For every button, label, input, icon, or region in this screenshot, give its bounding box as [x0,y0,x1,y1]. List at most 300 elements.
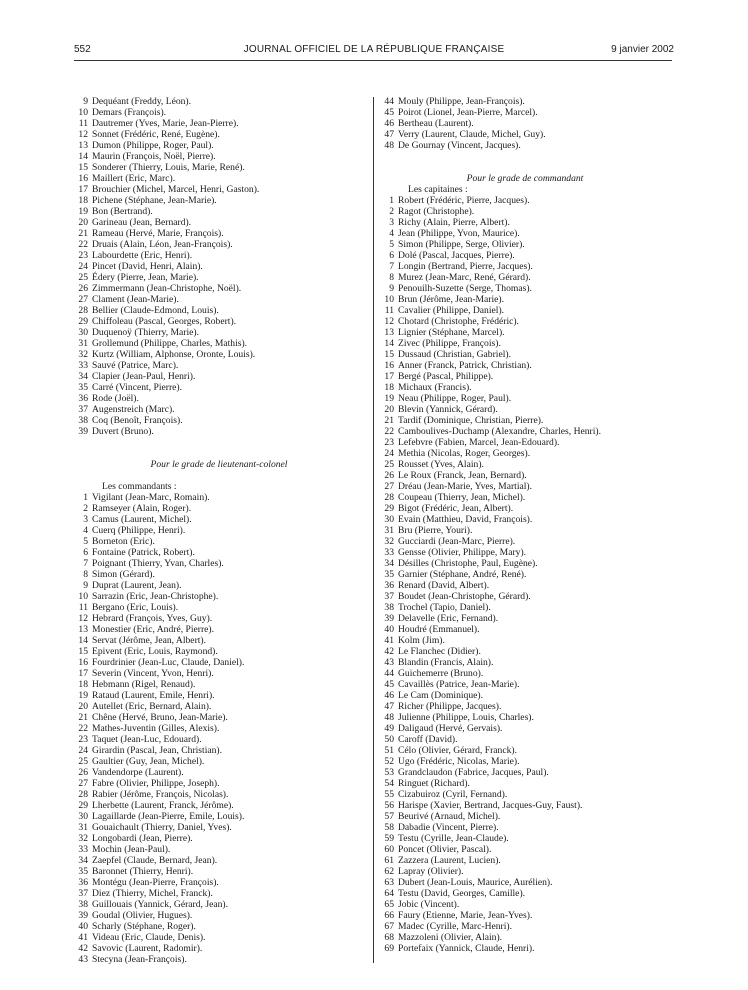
list-item [380,932,670,943]
item-number: 21 [384,415,394,426]
list-item [74,195,364,206]
list-item [74,129,364,140]
item-number: 37 [384,591,394,602]
list-item [74,272,364,283]
item-name: Michaux (Francis). [398,382,472,393]
list-item [380,833,670,844]
list-item [380,206,670,217]
list-item [74,822,364,833]
list-item [380,734,670,745]
item-name: Gaultier (Guy, Jean, Michel). [92,756,205,767]
list-item [74,668,364,679]
list-item [380,96,670,107]
item-name: Daligaud (Hervé, Gervais). [398,723,503,734]
list-item [380,756,670,767]
item-name: Longobardi (Jean, Pierre). [92,833,193,844]
item-name: Maillert (Eric, Marc). [92,173,176,184]
item-name: Cavalier (Philippe, Daniel). [398,305,505,316]
item-name: Evain (Matthieu, David, François). [398,514,533,525]
item-number: 45 [384,679,394,690]
journal-title: JOURNAL OFFICIEL DE LA RÉPUBLIQUE FRANÇAISE [243,44,505,55]
item-name: Chiffoleau (Pascal, Georges, Robert). [92,316,237,327]
item-name: Lagaillarde (Jean-Pierre, Emile, Louis). [92,811,245,822]
item-number: 11 [78,118,88,129]
item-number: 11 [78,602,88,613]
list-item [380,888,670,899]
item-number: 36 [78,877,88,888]
item-number: 35 [78,866,88,877]
item-number: 42 [384,646,394,657]
item-number: 9 [389,283,394,294]
item-name: Coq (Benoît, François). [92,415,183,426]
item-number: 36 [384,580,394,591]
list-item [380,536,670,547]
item-name: Guillouais (Yannick, Gérard, Jean). [92,899,228,910]
item-name: Duprat (Laurent, Jean). [92,580,182,591]
item-number: 4 [83,525,88,536]
list-item [74,569,364,580]
list-item [74,811,364,822]
list-item [74,833,364,844]
item-name: Verry (Laurent, Claude, Michel, Guy). [398,129,546,140]
item-number: 26 [78,767,88,778]
list-item [380,800,670,811]
list-item [74,690,364,701]
list-item [74,789,364,800]
item-number: 57 [384,811,394,822]
item-number: 47 [384,701,394,712]
list-item [74,910,364,921]
item-number: 53 [384,767,394,778]
item-name: Dumon (Philippe, Roger, Paul). [92,140,214,151]
item-number: 33 [384,547,394,558]
item-number: 29 [384,503,394,514]
list-item [380,316,670,327]
list-item [380,767,670,778]
item-name: Bergé (Pascal, Philippe). [398,371,494,382]
item-number: 38 [78,415,88,426]
item-number: 46 [384,118,394,129]
item-number: 9 [83,96,88,107]
list-item [74,426,364,437]
list-item [380,811,670,822]
list-item [74,591,364,602]
item-name: Garineau (Jean, Bernard). [92,217,192,228]
list-item [74,371,364,382]
page-header [0,44,748,58]
item-number: 41 [384,635,394,646]
item-number: 34 [78,371,88,382]
item-name: Grollemund (Philippe, Charles, Mathis). [92,338,248,349]
item-number: 43 [78,954,88,965]
item-name: Zivec (Philippe, François). [398,338,501,349]
item-number: 41 [78,932,88,943]
item-number: 23 [78,250,88,261]
item-number: 59 [384,833,394,844]
item-number: 32 [384,536,394,547]
item-number: 51 [384,745,394,756]
list-item [74,118,364,129]
list-item [380,426,670,437]
item-number: 13 [78,624,88,635]
item-number: 6 [389,250,394,261]
list-item [74,932,364,943]
item-number: 24 [78,261,88,272]
item-number: 18 [78,679,88,690]
list-item [74,635,364,646]
list-item [380,118,670,129]
item-number: 45 [384,107,394,118]
item-name: Guichemerre (Bruno). [398,668,484,679]
item-number: 9 [83,580,88,591]
item-number: 48 [384,712,394,723]
item-number: 18 [384,382,394,393]
item-number: 32 [78,833,88,844]
item-name: Penouilh-Suzette (Serge, Thomas). [398,283,532,294]
item-name: Clapier (Jean-Paul, Henri). [92,371,196,382]
list-item [74,602,364,613]
item-name: Sonderer (Thierry, Louis, Marie, René). [92,162,245,173]
item-name: Ugo (Frédéric, Nicolas, Marie). [398,756,520,767]
item-name: Brouchier (Michel, Marcel, Henri, Gaston). [92,184,260,195]
list-item [380,305,670,316]
list-item [74,283,364,294]
item-number: 28 [78,305,88,316]
list-continued [74,96,364,437]
item-number: 16 [384,360,394,371]
item-name: Tardif (Dominique, Christian, Pierre). [398,415,544,426]
item-name: Brun (Jérôme, Jean-Marie). [398,294,505,305]
page-number: 552 [74,44,91,55]
item-name: Cavaillès (Patrice, Jean-Marie). [398,679,520,690]
list-item [74,734,364,745]
item-name: Julienne (Philippe, Louis, Charles). [398,712,534,723]
item-number: 11 [384,305,394,316]
item-number: 40 [78,921,88,932]
item-name: Baronnet (Thierry, Henri). [92,866,194,877]
item-name: Lignier (Stéphane, Marcel). [398,327,505,338]
item-name: Stecyna (Jean-François). [92,954,187,965]
item-name: Édery (Pierre, Jean, Marie). [92,272,199,283]
item-name: Epivent (Eric, Louis, Raymond). [92,646,218,657]
list-continued [380,96,670,151]
item-number: 12 [384,316,394,327]
item-name: Ringuet (Richard). [398,778,470,789]
item-number: 28 [384,492,394,503]
item-name: Autellet (Eric, Bernard, Alain). [92,701,212,712]
list-item [380,943,670,954]
item-name: Robert (Frédéric, Pierre, Jacques). [398,195,530,206]
list-item [380,690,670,701]
list-item [380,602,670,613]
section-title: Pour le grade de lieutenant-colonel [150,459,288,470]
item-name: Fabre (Olivier, Philippe, Joseph). [92,778,220,789]
list-item [74,877,364,888]
item-name: Severin (Vincent, Yvon, Henri). [92,668,214,679]
item-number: 30 [78,811,88,822]
item-number: 7 [389,261,394,272]
item-name: Taquet (Jean-Luc, Edouard). [92,734,202,745]
item-name: Bergano (Eric, Louis). [92,602,179,613]
item-name: Zimmermann (Jean-Christophe, Noël). [92,283,242,294]
item-name: Chêne (Hervé, Bruno, Jean-Marie). [92,712,228,723]
item-name: Dolé (Pascal, Jacques, Pierre). [398,250,515,261]
item-name: Coupeau (Thierry, Jean, Michel). [398,492,526,503]
list-item [74,547,364,558]
item-name: Bru (Pierre, Youri). [398,525,473,536]
item-name: Blevin (Yannick, Gérard). [398,404,498,415]
list-item [74,140,364,151]
list-item [74,800,364,811]
item-name: Demars (François). [92,107,167,118]
section-list [380,195,670,954]
item-number: 35 [78,382,88,393]
item-number: 28 [78,789,88,800]
item-number: 40 [384,624,394,635]
item-number: 2 [83,503,88,514]
item-number: 35 [384,569,394,580]
item-number: 3 [83,514,88,525]
left-column [74,96,364,965]
item-number: 39 [78,910,88,921]
item-name: Longin (Bertrand, Pierre, Jacques). [398,261,533,272]
item-number: 10 [78,591,88,602]
list-item [380,558,670,569]
item-name: Boudet (Jean-Christophe, Gérard). [398,591,531,602]
item-name: Montégu (Jean-Pierre, François). [92,877,219,888]
list-item [74,844,364,855]
item-number: 27 [78,778,88,789]
item-name: Richy (Alain, Pierre, Albert). [398,217,510,228]
list-item [74,657,364,668]
item-name: Grandclaudon (Fabrice, Jacques, Paul). [398,767,549,778]
item-name: Vigilant (Jean-Marc, Romain). [92,492,210,503]
list-item [380,580,670,591]
item-name: Rabier (Jérôme, François, Nicolas). [92,789,229,800]
item-number: 68 [384,932,394,943]
list-item [380,569,670,580]
item-name: Gucciardi (Jean-Marc, Pierre). [398,536,516,547]
list-item [380,789,670,800]
item-name: Le Flanchec (Didier). [398,646,481,657]
item-number: 37 [78,404,88,415]
item-number: 34 [78,855,88,866]
item-name: Labourdette (Eric, Henri). [92,250,193,261]
list-item [380,668,670,679]
list-item [74,415,364,426]
list-item [380,591,670,602]
spacer [74,437,364,448]
list-item [74,525,364,536]
list-item [74,855,364,866]
list-item [380,459,670,470]
item-number: 26 [384,470,394,481]
item-name: Fontaine (Patrick, Robert). [92,547,195,558]
item-number: 15 [384,349,394,360]
item-number: 20 [384,404,394,415]
item-number: 14 [78,151,88,162]
item-name: Borneton (Eric). [92,536,155,547]
list-item [74,503,364,514]
list-item [74,954,364,965]
list-item [380,822,670,833]
item-name: Dautremer (Yves, Marie, Jean-Pierre). [92,118,239,129]
list-item [380,371,670,382]
list-item [74,536,364,547]
item-number: 29 [78,800,88,811]
spacer [380,162,670,173]
item-name: Carré (Vincent, Pierre). [92,382,182,393]
item-number: 10 [384,294,394,305]
list-item [74,558,364,569]
list-item [380,899,670,910]
item-name: Caroff (David). [398,734,458,745]
item-name: Bellier (Claude-Edmond, Louis). [92,305,219,316]
item-name: Lapray (Olivier). [398,866,464,877]
item-number: 2 [389,206,394,217]
list-item [380,701,670,712]
list-item [380,679,670,690]
item-number: 21 [78,228,88,239]
item-number: 61 [384,855,394,866]
item-number: 19 [384,393,394,404]
item-name: Delavelle (Eric, Fernand). [398,613,499,624]
item-name: Murez (Jean-Marc, René, Gérard). [398,272,531,283]
publication-date: 9 janvier 2002 [611,44,674,55]
item-name: Beurivé (Arnaud, Michel). [398,811,501,822]
item-name: Dubert (Jean-Louis, Maurice, Aurélien). [398,877,553,888]
item-name: Maurin (François, Noël, Pierre). [92,151,216,162]
list-item [74,701,364,712]
item-name: Dabadie (Vincent, Pierre). [398,822,499,833]
item-number: 46 [384,690,394,701]
list-item [380,778,670,789]
item-name: Duquenoÿ (Thierry, Marie). [92,327,200,338]
list-item [74,184,364,195]
item-number: 23 [384,437,394,448]
item-name: Girardin (Pascal, Jean, Christian). [92,745,223,756]
list-item [74,866,364,877]
list-item [74,217,364,228]
list-item [74,646,364,657]
item-number: 1 [83,492,88,503]
item-number: 34 [384,558,394,569]
section-list [74,492,364,965]
item-number: 63 [384,877,394,888]
item-name: Druais (Alain, Léon, Jean-François). [92,239,233,250]
list-item [380,866,670,877]
item-number: 14 [78,635,88,646]
item-number: 39 [384,613,394,624]
list-item [74,745,364,756]
item-number: 65 [384,899,394,910]
item-name: Chotard (Christophe, Frédéric). [398,316,519,327]
list-item [380,613,670,624]
list-item [380,140,670,151]
list-item [380,239,670,250]
item-number: 12 [78,613,88,624]
list-item [380,712,670,723]
item-name: Houdré (Emmanuel). [398,624,480,635]
item-name: Blandin (Francis, Alain). [398,657,494,668]
item-number: 37 [78,888,88,899]
list-item [380,349,670,360]
list-item [74,899,364,910]
item-name: Pincet (David, Henri, Alain). [92,261,203,272]
item-number: 8 [389,272,394,283]
list-item [74,624,364,635]
list-item [380,877,670,888]
item-number: 4 [389,228,394,239]
item-number: 22 [78,239,88,250]
item-name: Savovic (Laurent, Radomir). [92,943,203,954]
item-name: Sarrazin (Eric, Jean-Christophe). [92,591,219,602]
list-item [380,547,670,558]
item-name: Gensse (Olivier, Philippe, Mary). [398,547,527,558]
item-name: Camus (Laurent, Michel). [92,514,192,525]
list-item [380,360,670,371]
item-name: Désilles (Christophe, Paul, Eugène). [398,558,538,569]
item-name: Cizabuiroz (Cyril, Fernand). [398,789,508,800]
item-name: Fourdrinier (Jean-Luc, Claude, Daniel). [92,657,245,668]
item-name: Rataud (Laurent, Emile, Henri). [92,690,215,701]
list-item [74,294,364,305]
item-number: 42 [78,943,88,954]
item-name: Cuerq (Philippe, Henri). [92,525,186,536]
list-item [74,162,364,173]
item-name: Richer (Philippe, Jacques). [398,701,502,712]
item-name: Harispe (Xavier, Bertrand, Jacques-Guy, Faust). [398,800,583,811]
item-number: 21 [78,712,88,723]
item-number: 19 [78,206,88,217]
item-name: Poignant (Thierry, Yvan, Charles). [92,558,224,569]
list-item [380,327,670,338]
list-item [74,514,364,525]
item-number: 25 [78,272,88,283]
item-number: 32 [78,349,88,360]
item-number: 52 [384,756,394,767]
list-item [380,657,670,668]
item-number: 50 [384,734,394,745]
item-name: Madec (Cyrille, Marc-Henri). [398,921,513,932]
list-item [380,745,670,756]
item-number: 30 [384,514,394,525]
item-number: 64 [384,888,394,899]
list-item [74,349,364,360]
item-name: Mochin (Jean-Paul). [92,844,171,855]
item-name: Rousset (Yves, Alain). [398,459,484,470]
item-number: 38 [78,899,88,910]
item-number: 55 [384,789,394,800]
list-item [380,481,670,492]
item-name: Le Cam (Dominique). [398,690,483,701]
item-number: 17 [384,371,394,382]
list-item [380,283,670,294]
item-name: Hebmann (Rigel, Renaud). [92,679,196,690]
item-name: Jobic (Vincent). [398,899,460,910]
list-item [380,646,670,657]
item-name: Poirot (Lionel, Jean-Pierre, Marcel). [398,107,538,118]
item-name: Servat (Jérôme, Jean, Albert). [92,635,207,646]
list-item [380,514,670,525]
item-name: Simon (Philippe, Serge, Olivier). [398,239,525,250]
item-number: 24 [384,448,394,459]
item-number: 31 [78,338,88,349]
item-name: Dequéant (Freddy, Léon). [92,96,192,107]
list-item [380,261,670,272]
item-number: 5 [389,239,394,250]
list-item [74,338,364,349]
